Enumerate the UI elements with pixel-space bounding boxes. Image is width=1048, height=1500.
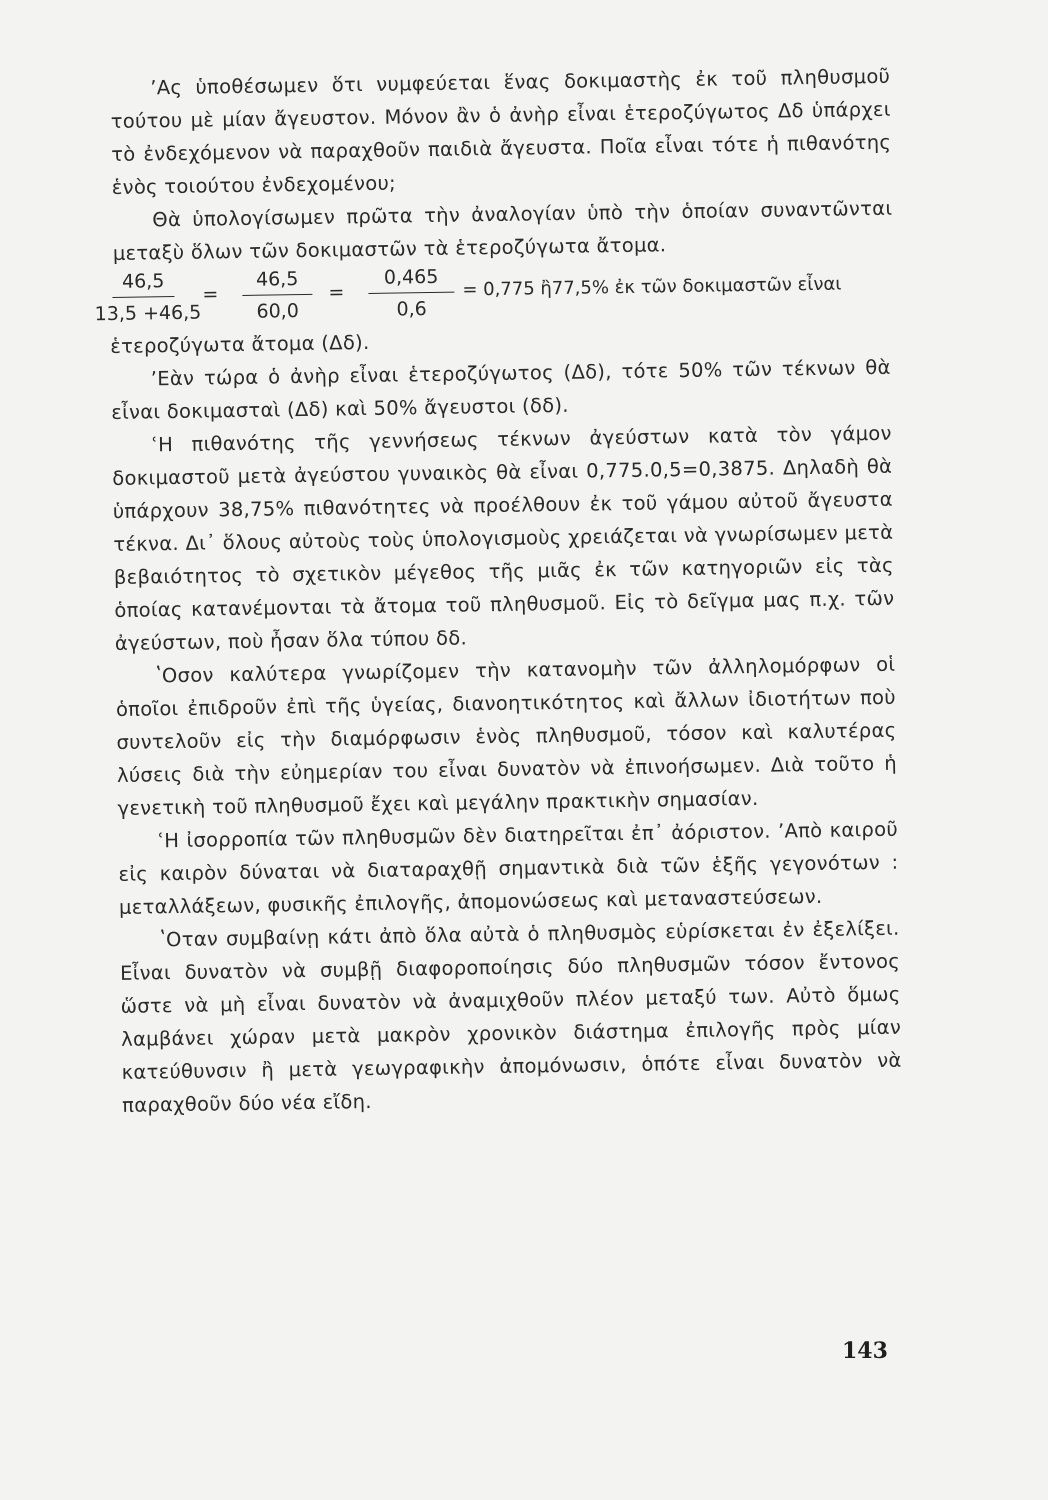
fraction-1-numerator: 46,5 xyxy=(112,269,174,298)
page-number: 143 xyxy=(842,1338,888,1364)
fraction-2-numerator: 46,5 xyxy=(242,267,312,296)
equals-sign-1: = xyxy=(202,283,219,306)
paragraph-allele-distribution: ʽΟσον καλύτερα γνωρίζομεν τὴν κατανομὴν τῶν ἀλληλομόρφων οἱ ὁποῖοι ἐπιδροῦν ἐπὶ τῆς ὑγείας, διανοητικότητος καὶ ἄλλων ἰδιοτήτων ποὺ συντελοῦν εἰς τὴν διαμόρφωσιν ἑνὸς πληθυσμοῦ, τόσον καὶ καλυτέρας λύσεις διὰ τὴν εὐημερίαν του εἶναι δυνατὸν νὰ ἐπινοήσωμεν. Διὰ τοῦτο ἡ γενετικὴ τοῦ πληθυσμοῦ ἔχει καὶ μεγάλην πρακτικὴν σημασίαν. xyxy=(115,652,898,820)
fraction-3 xyxy=(368,265,455,322)
paragraph-evolution: ʽΟταν συμβαίνῃ κάτι ἀπὸ ὅλα αὐτὰ ὁ πληθυσμὸς εὑρίσκεται ἐν ἐξελίξει. Εἶναι δυνατὸν νὰ συμβῇ διαφοροποίησις δύο πληθυσμῶν τόσον ἔντονος ὥστε νὰ μὴ εἶναι δυνατὸν νὰ ἀναμιχθοῦν πλέον μεταξύ των. Αὐτὸ ὅμως λαμβάνει χώραν μετὰ μακρὸν χρονικὸν διάστημα ἐπιλογῆς πρὸς μίαν κατεύθυνσιν ἢ μετὰ γεωγραφικὴν ἀπομόνωσιν, ὁπότε εἶναι δυνατὸν νὰ παραχθοῦν δύο νέα εἴδη. xyxy=(119,916,902,1117)
paragraph-heterozygous-continuation: ἑτεροζύγωτα ἄτομα (Δδ). xyxy=(110,330,370,358)
paragraph-if-heterozygous: ʼΕὰν τώρα ὁ ἀνὴρ εἶναι ἑτεροζύγωτος (Δδ), τότε 50% τῶν τέκνων θὰ εἶναι δοκιμασταὶ (Δδ) καὶ 50% ἄγευστοι (δδ). xyxy=(111,355,891,424)
fraction-2-denominator: 60,0 xyxy=(256,300,299,323)
equals-sign-2: = xyxy=(328,281,345,304)
fraction-1-denominator: 13,5 +46,5 xyxy=(94,301,202,326)
paragraph-assumption: ʼΑς ὑποθέσωμεν ὅτι νυμφεύεται ἕνας δοκιμαστὴς ἐκ τοῦ πληθυσμοῦ τούτου μὲ μίαν ἄγευστον. Μόνον ἂν ὁ ἀνὴρ εἶναι ἑτεροζύγωτος Δδ ὑπάρχει τὸ ἐνδεχόμενον νὰ παραχθοῦν παιδιὰ ἄγευστα. Ποῖα εἶναι τότε ἡ πιθανότης ἑνὸς τοιούτου ἐνδεχομένου; xyxy=(110,64,892,199)
fraction-3-numerator: 0,465 xyxy=(368,265,454,294)
paragraph-population-balance: ʿΗ ἰσορροπία τῶν πληθυσμῶν δὲν διατηρεῖται ἐπ᾽ ἀόριστον. ʼΑπὸ καιροῦ εἰς καιρὸν δύναται νὰ διαταραχθῇ σημαντικὰ διὰ τῶν ἑξῆς γεγονότων : μεταλλάξεων, φυσικῆς ἐπιλογῆς, ἀπομονώσεως καὶ μεταναστεύσεων. xyxy=(118,817,899,919)
fraction-3-denominator: 0,6 xyxy=(396,298,427,321)
fraction-2 xyxy=(242,267,313,324)
paragraph-calculation-intro: Θὰ ὑπολογίσωμεν πρῶτα τὴν ἀναλογίαν ὑπὸ τὴν ὁποίαν συναντῶνται μεταξὺ ὅλων τῶν δοκιμαστῶν τὰ ἑτεροζύγωτα ἄτομα. xyxy=(112,196,893,265)
paragraph-probability: ʿΗ πιθανότης τῆς γεννήσεως τέκνων ἀγεύστων κατὰ τὸν γάμον δοκιμαστοῦ μετὰ ἀγεύστου γυναικὸς θὰ εἶναι 0,775.0,5=0,3875. Δηλαδὴ θὰ ὑπάρχουν 38,75% πιθανότητες νὰ προέλθουν ἐκ τοῦ γάμου αὐτοῦ ἄγευστα τέκνα. Δι᾽ ὅλους αὐτοὺς τοὺς ὑπολογισμοὺς χρειάζεται νὰ γνωρίσωμεν μετὰ βεβαιότητος τὸ σχετικὸν μέγεθος τῆς μιᾶς ἐκ τῶν κατηγοριῶν εἰς τὰς ὁποίας κατανέμονται τὰ ἄτομα τοῦ πληθυσμοῦ. Εἰς τὸ δεῖγμα μας π.χ. τῶν ἀγεύστων, ποὺ ἦσαν ὅλα τύπου δδ. xyxy=(112,421,895,655)
fraction-1 xyxy=(94,269,202,326)
text-block-top xyxy=(110,60,893,270)
text-block-main xyxy=(110,318,902,1122)
equation-result: = 0,775 ἢ77,5% ἐκ τῶν δοκιμαστῶν εἶναι xyxy=(462,273,842,301)
